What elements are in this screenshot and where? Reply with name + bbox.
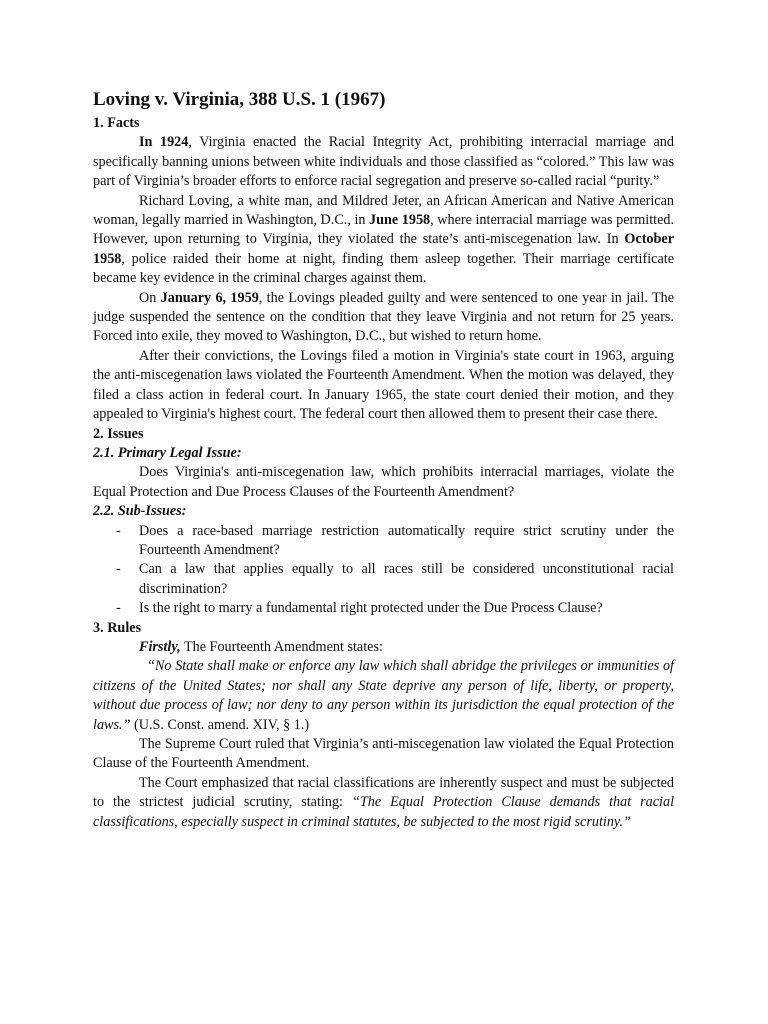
rules-paragraph-2: The Supreme Court ruled that Virginia’s anti-miscegenation law violated the Equal Protection Clause of the Fourteenth Amendment. <box>93 736 674 772</box>
facts-p3-text-1: On <box>139 289 161 306</box>
facts-paragraph-3 <box>93 289 674 347</box>
facts-date-october-1958: October 1958 <box>93 231 674 267</box>
facts-heading: 1. Facts <box>93 115 140 131</box>
facts-date-1924: In 1924 <box>139 134 189 151</box>
facts-date-january-1959: January 6, 1959 <box>160 289 259 306</box>
rules-p3-text: The Court emphasized that racial classifications are inherently suspect and must be subjected to the strictest judicial scrutiny, stating: <box>93 774 674 811</box>
facts-paragraph-1 <box>93 133 674 191</box>
rules-paragraph-1 <box>93 638 674 657</box>
dash-bullet: - <box>116 522 121 539</box>
sub-issue-text: Does a race-based marriage restriction automatically require strict scrutiny under the Fourteenth Amendment? <box>139 522 674 558</box>
list-item <box>93 599 674 618</box>
list-item <box>93 560 674 599</box>
sub-issue-text: Is the right to marry a fundamental right protected under the Due Process Clause? <box>139 600 603 617</box>
primary-issue-heading: 2.1. Primary Legal Issue: <box>93 444 242 461</box>
dash-bullet: - <box>116 561 121 578</box>
facts-p2-text-3: , police raided their home at night, finding them asleep together. Their marriage certificate became key evidence in the criminal charges against them. <box>93 250 674 287</box>
amendment-citation: (U.S. Const. amend. XIV, § 1.) <box>130 716 310 733</box>
facts-paragraph-4: After their convictions, the Lovings filed a motion in Virginia's state court in 1963, arguing the anti-miscegenation laws violated the Fourteenth Amendment. When the motion was delayed, they filed a class action in federal court. In January 1965, the state court denied their motion, and they appealed to Virginia's highest court. The federal court then allowed them to present their case there. <box>93 347 674 423</box>
list-item <box>93 522 674 561</box>
facts-p1-text: , Virginia enacted the Racial Integrity Act, prohibiting interracial marriage and specifically banning unions between white individuals and those classified as “colored.” This law was part of Virginia’s broader efforts to enforce racial segregation and preserve so-called racial “purity.” <box>93 134 674 190</box>
rules-heading: 3. Rules <box>93 619 142 636</box>
facts-date-june-1958: June 1958 <box>369 212 431 229</box>
dash-bullet: - <box>116 600 121 617</box>
facts-p3-text-2: , the Lovings pleaded guilty and were sentenced to one year in jail. The judge suspended the sentence on the condition that they leave Virginia and not return for 25 years. Forced into exile, they moved to Washington, D.C., but wished to return home. <box>93 289 675 345</box>
sub-issue-text: Can a law that applies equally to all races still be considered unconstitutional racial discrimination? <box>139 561 674 597</box>
facts-p2-text-1: Richard Loving, a white man, and Mildred Jeter, an African American and Native American woman, legally married in Washington, D.C., in <box>93 192 674 229</box>
amendment-quote <box>93 657 674 735</box>
rules-p3-quote: “The Equal Protection Clause demands that racial classifications, especially suspect in criminal statutes, be subjected to the most rigid scrutiny.” <box>93 794 675 830</box>
issues-heading: 2. Issues <box>93 425 144 442</box>
rules-paragraph-3 <box>93 774 674 832</box>
sub-issues-list <box>93 522 674 619</box>
amendment-quote-text: “No State shall make or enforce any law which shall abridge the privileges or immunities of citizens of the United States; nor shall any State deprive any person of life, liberty, or property, without due process of law; nor deny to any person within its jurisdiction the equal protection of the laws.” <box>93 658 674 733</box>
primary-issue-text: Does Virginia's anti-miscegenation law, which prohibits interracial marriages, violate the Equal Protection and Due Process Clauses of the Fourteenth Amendment? <box>93 464 674 500</box>
facts-p2-text-2: , where interracial marriage was permitted. However, upon returning to Virginia, they violated the state’s anti-miscegenation law. In <box>93 212 675 248</box>
rules-lead-firstly: Firstly, <box>139 638 181 655</box>
document-title: Loving v. Virginia, 388 U.S. 1 (1967) <box>93 89 386 110</box>
facts-paragraph-2 <box>93 192 674 289</box>
sub-issues-heading: 2.2. Sub-Issues: <box>93 503 187 520</box>
rules-p1-text: The Fourteenth Amendment states: <box>180 638 383 655</box>
